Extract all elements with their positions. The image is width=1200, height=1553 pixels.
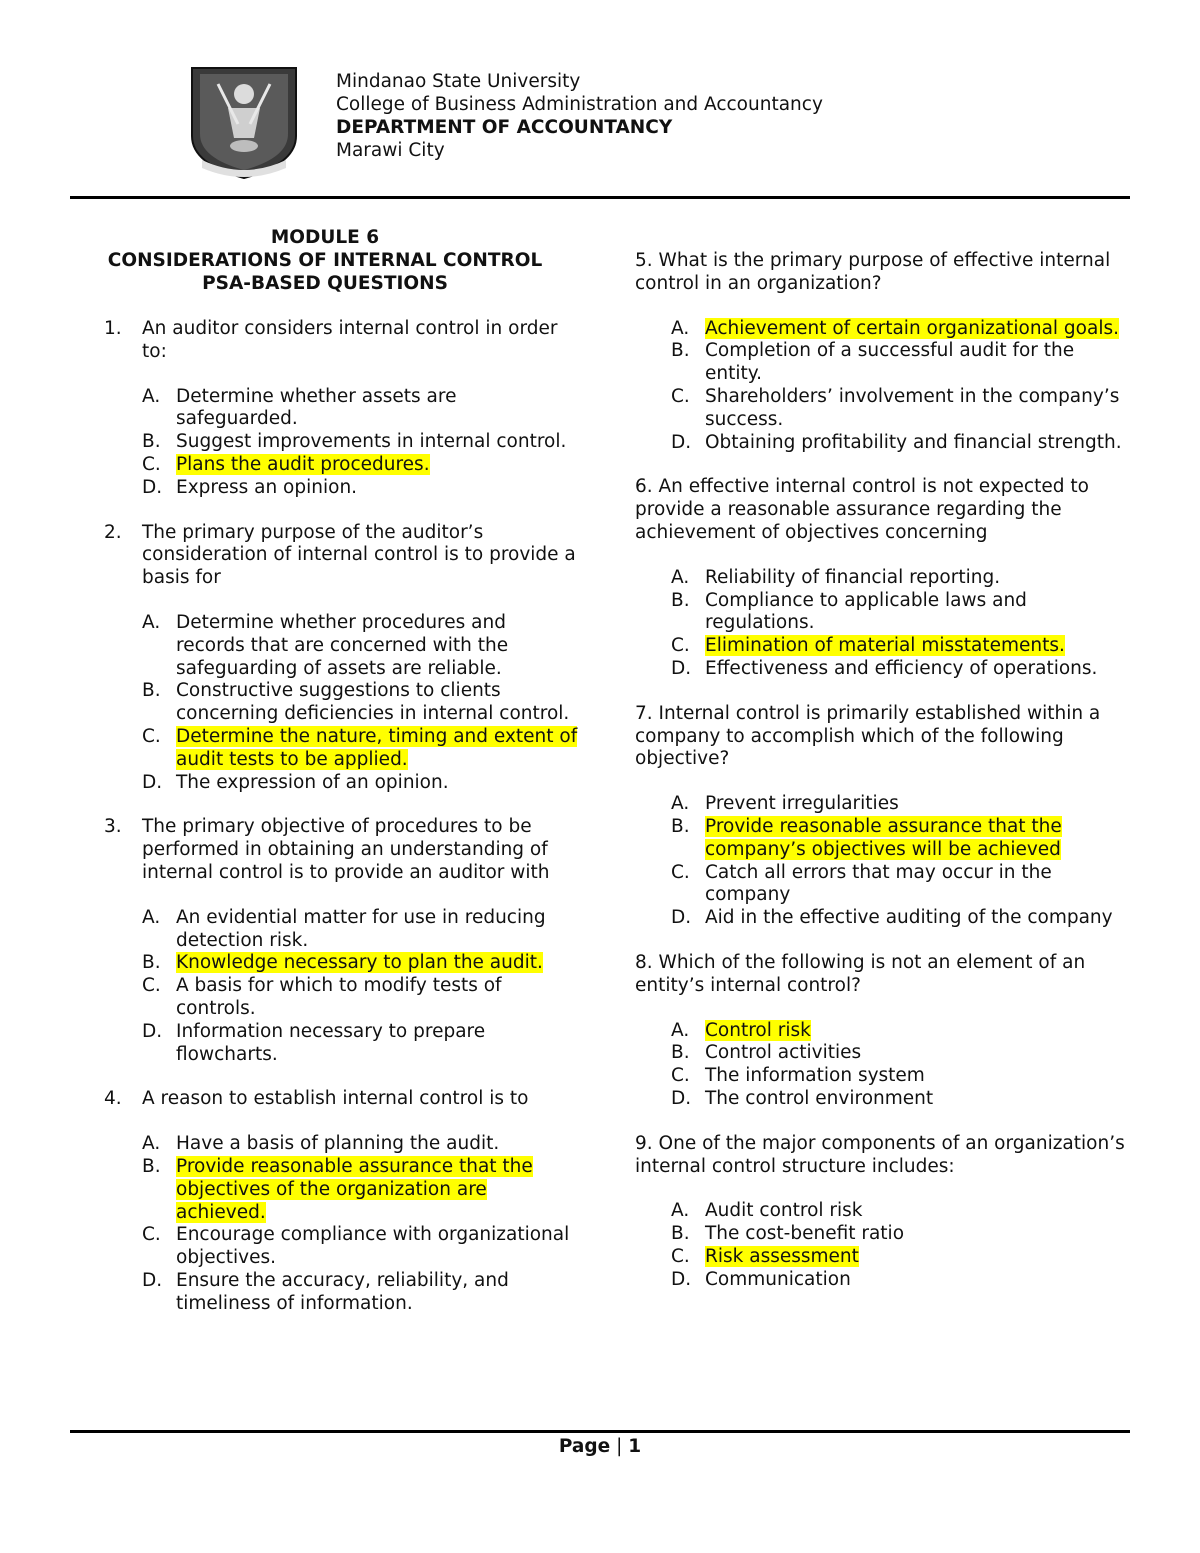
option-d: D. Effectiveness and efficiency of operations.	[671, 657, 1098, 679]
option-a: A. Determine whether assets are safeguarded.	[142, 385, 457, 430]
question-text: A reason to establish internal control is to	[142, 1088, 529, 1110]
question-7	[635, 703, 1135, 930]
module-number: MODULE 6	[270, 227, 380, 248]
question-number: 3.	[104, 816, 122, 838]
question-text: 5. What is the primary purpose of effective internal control in an organization?	[635, 250, 1111, 294]
option-c-answer: C. Elimination of material misstatements.	[671, 635, 1065, 657]
right-column	[635, 250, 1135, 1313]
option-b: B. The cost-benefit ratio	[671, 1223, 905, 1245]
question-3	[70, 816, 580, 1066]
option-c: C. The information system	[671, 1065, 925, 1087]
header-divider	[70, 196, 1130, 199]
option-a: A. An evidential matter for use in reducing detection risk.	[142, 906, 546, 951]
question-number: 4.	[104, 1088, 122, 1110]
option-d: D. The expression of an opinion.	[142, 771, 449, 793]
option-a: A. Reliability of financial reporting.	[671, 566, 1001, 588]
option-c: C. Encourage compliance with organizational objectives.	[142, 1224, 570, 1269]
question-8	[635, 952, 1135, 1111]
option-c: C. A basis for which to modify tests of controls.	[142, 975, 502, 1019]
letterhead	[336, 70, 823, 162]
city-name: Marawi City	[336, 140, 445, 161]
option-d: D. Information necessary to prepare flowcharts.	[142, 1020, 486, 1065]
page-label: Page	[558, 1436, 611, 1457]
option-a: A. Have a basis of planning the audit.	[142, 1133, 500, 1155]
question-text: 6. An effective internal control is not expected to provide a reasonable assurance regarding the achievement of objectives concerning	[635, 476, 1089, 543]
option-b: B. Suggest improvements in internal control.	[142, 431, 567, 453]
module-title	[70, 226, 580, 295]
question-text: The primary purpose of the auditor’s consideration of internal control is to provide a basis for	[142, 521, 576, 589]
question-number: 2.	[104, 521, 122, 543]
university-seal-logo	[188, 64, 300, 182]
page-separator: |	[616, 1436, 623, 1457]
question-number: 1.	[104, 318, 122, 339]
footer-divider	[70, 1430, 1130, 1433]
college-name: College of Business Administration and Accountancy	[336, 94, 823, 115]
left-column	[70, 226, 580, 1337]
option-c: C. Catch all errors that may occur in the company	[671, 861, 1052, 906]
module-kind: PSA-BASED QUESTIONS	[202, 273, 448, 294]
option-b: B. Control activities	[671, 1042, 862, 1064]
page-footer	[0, 1436, 1200, 1457]
question-1	[70, 318, 580, 500]
option-b: B. Constructive suggestions to clients concerning deficiencies in internal control.	[142, 680, 570, 725]
option-d: D. Express an opinion.	[142, 476, 358, 498]
option-b-answer: B. Provide reasonable assurance that the objectives of the organization are achieved.	[142, 1155, 533, 1223]
option-a: A. Prevent irregularities	[671, 793, 899, 815]
option-c-answer: C. Plans the audit procedures.	[142, 453, 430, 475]
option-b-answer: B. Knowledge necessary to plan the audit.	[142, 952, 543, 974]
option-b: B. Completion of a successful audit for the entity.	[671, 340, 1075, 385]
option-b: B. Compliance to applicable laws and regulations.	[671, 589, 1027, 634]
question-text: 8. Which of the following is not an element of an entity’s internal control?	[635, 951, 1086, 996]
option-a: A. Determine whether procedures and records that are concerned with the safeguarding of assets are reliable.	[142, 611, 509, 679]
question-text: 7. Internal control is primarily established within a company to accomplish which of the following objective?	[635, 702, 1101, 770]
option-d: D. Aid in the effective auditing of the company	[671, 907, 1113, 929]
question-4	[70, 1088, 580, 1315]
question-2	[70, 522, 580, 795]
option-d: D. The control environment	[671, 1087, 934, 1109]
option-a: A. Audit control risk	[671, 1200, 863, 1222]
university-name: Mindanao State University	[336, 71, 581, 92]
option-c: C. Shareholders’ involvement in the company’s success.	[671, 385, 1120, 430]
option-a-answer: A. Achievement of certain organizational goals.	[671, 317, 1119, 339]
option-d: D. Communication	[671, 1268, 851, 1290]
option-d: D. Obtaining profitability and financial strength.	[671, 431, 1122, 453]
option-b-answer: B. Provide reasonable assurance that the company’s objectives will be achieved	[671, 815, 1062, 860]
page-number: 1	[628, 1436, 642, 1457]
option-a-answer: A. Control risk	[671, 1019, 811, 1041]
module-subject: CONSIDERATIONS OF INTERNAL CONTROL	[107, 250, 543, 271]
department-name: DEPARTMENT OF ACCOUNTANCY	[336, 117, 673, 138]
question-5	[635, 250, 1135, 454]
question-9	[635, 1133, 1135, 1292]
option-d: D. Ensure the accuracy, reliability, and timeliness of information.	[142, 1269, 509, 1314]
question-text: An auditor considers internal control in order to:	[142, 318, 558, 362]
option-c-answer: C. Risk assessment	[671, 1245, 859, 1267]
question-text: The primary objective of procedures to be performed in obtaining an understanding of internal control is to provide an auditor with	[142, 816, 550, 883]
option-c-answer: C. Determine the nature, timing and extent of audit tests to be applied.	[142, 725, 578, 770]
question-text: 9. One of the major components of an organization’s internal control structure includes:	[635, 1132, 1125, 1177]
question-6	[635, 476, 1135, 680]
